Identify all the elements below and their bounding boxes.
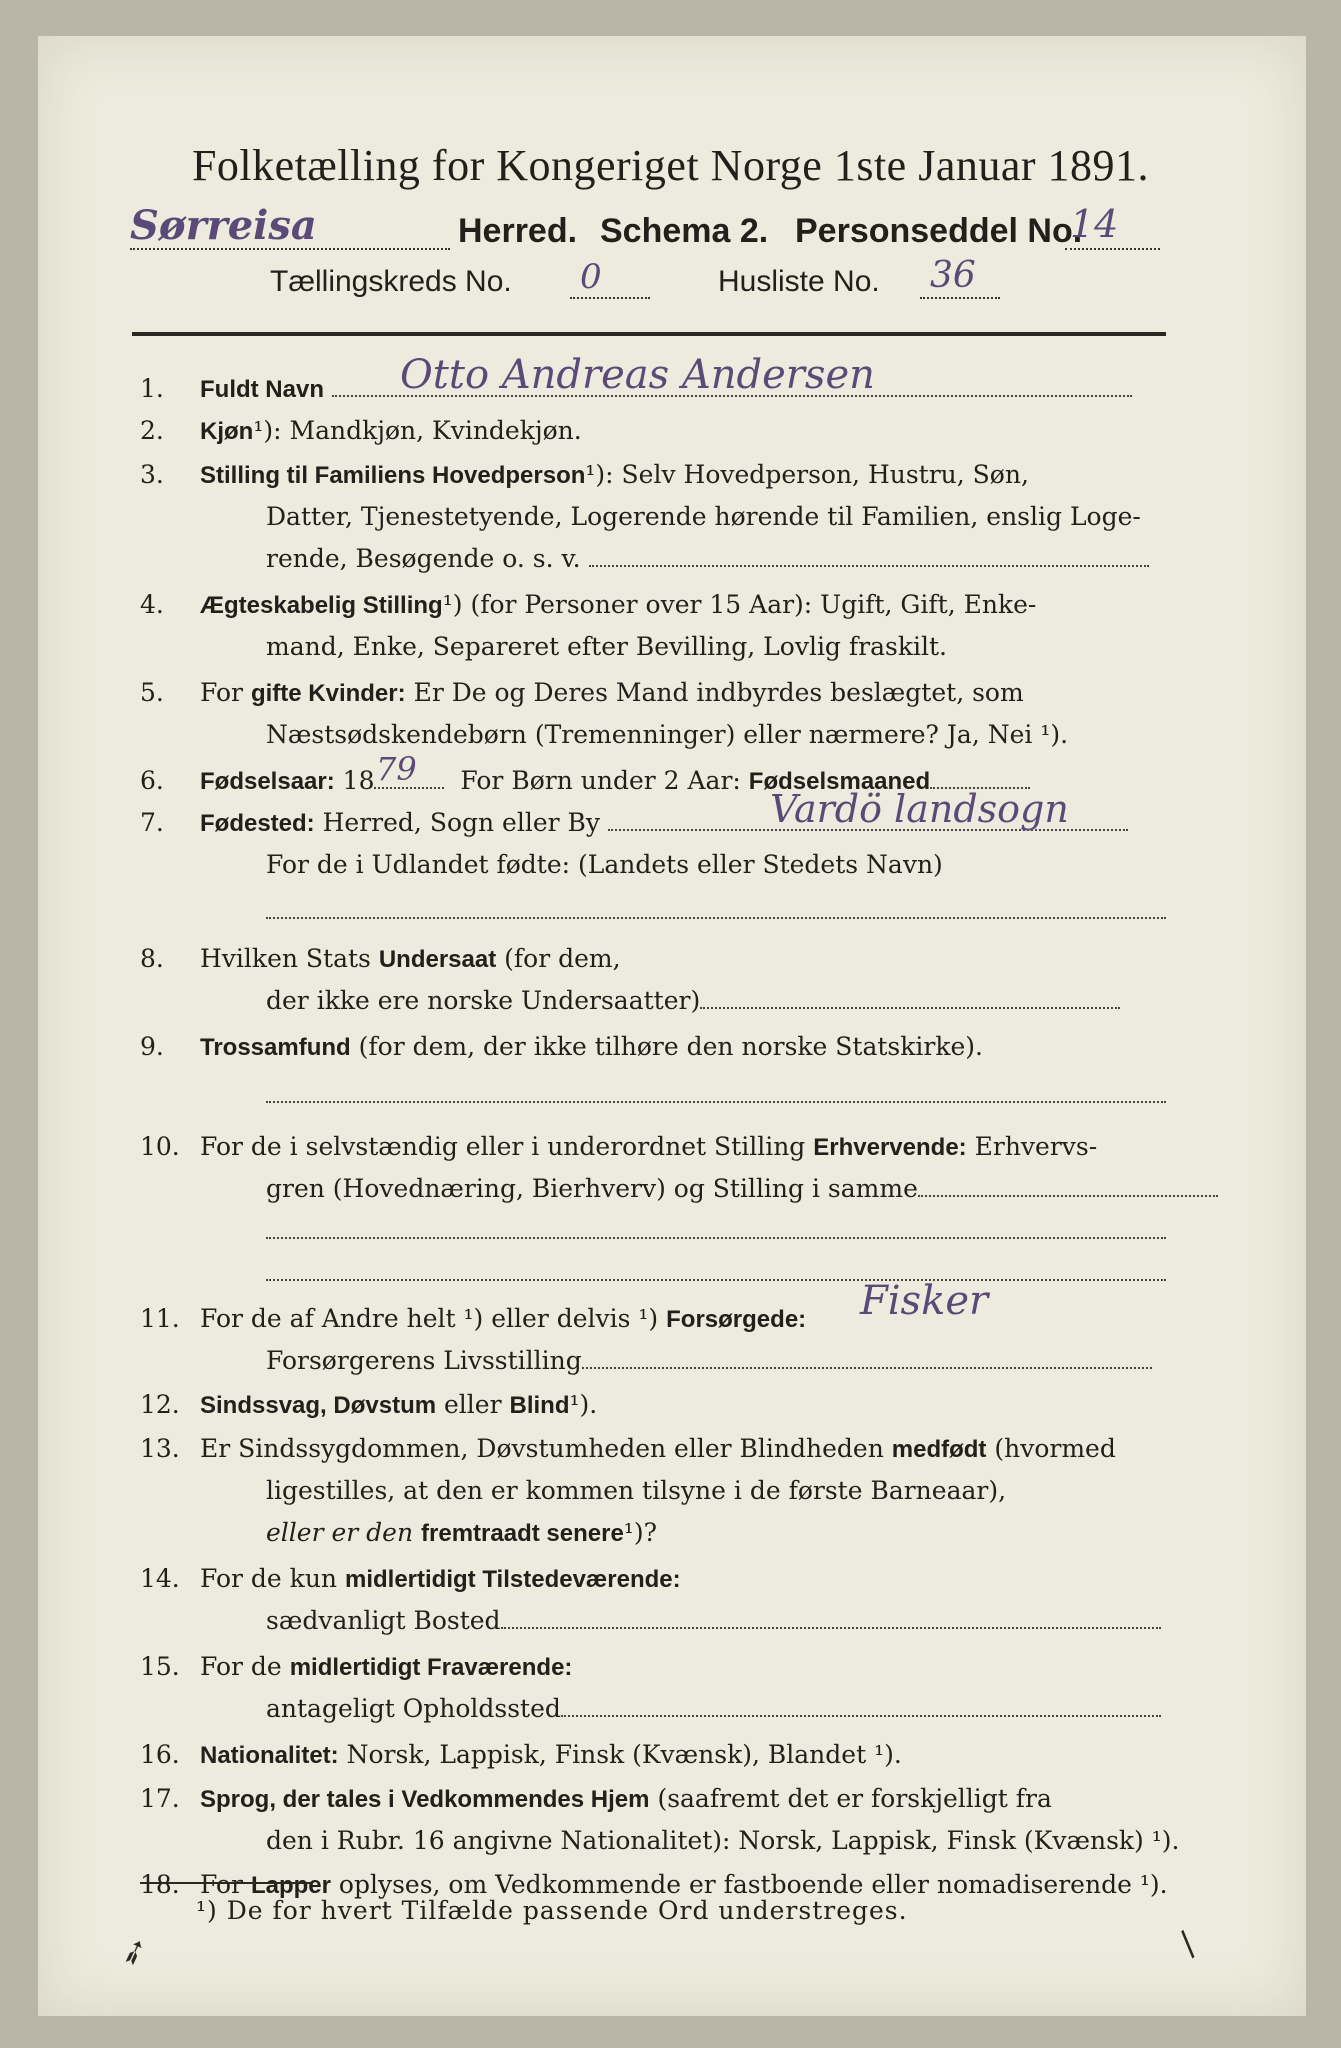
item-text: Erhvervs- [974, 1132, 1098, 1161]
answer-line [589, 565, 1149, 567]
answer-full-name: Otto Andreas Andersen [400, 352, 875, 398]
header-row-kreds [270, 255, 1070, 309]
item-label: Sindssvag, Døvstum [200, 1392, 437, 1419]
schema-label: Schema 2. [600, 212, 769, 250]
item-text: ¹)? [623, 1518, 657, 1547]
item-text: ¹) (for Personer over 15 Aar): Ugift, Gift, Enke- [442, 590, 1037, 619]
item-text: For Børn under 2 Aar: [460, 766, 741, 795]
item-text: (for dem, der ikke tilhøre den norske Statskirke). [358, 1032, 983, 1061]
municipality-dotted-line [130, 248, 450, 250]
answer-line [266, 1237, 1166, 1239]
item-number: 11. [140, 1304, 180, 1333]
item-label: Fødselsaar: [200, 768, 335, 795]
corner-mark-left: ➶ [114, 1928, 155, 1976]
answer-line [501, 1627, 1161, 1629]
footnote: ¹) De for hvert Tilfælde passende Ord understreges. [196, 1896, 908, 1925]
answer-line [700, 1007, 1120, 1009]
item-label: Trossamfund [200, 1034, 351, 1061]
personseddel-dotted-line [1065, 248, 1160, 250]
item-number: 10. [140, 1132, 180, 1161]
header-row-herred [130, 202, 1190, 258]
item-text: Er Sindssygdommen, Døvstumheden eller Blindheden [200, 1434, 884, 1463]
herred-label: Herred. [458, 212, 578, 250]
footnote-rule [140, 1882, 310, 1884]
item-number: 16. [140, 1740, 180, 1769]
answer-line [561, 1715, 1161, 1717]
item-text: ligestilles, at den er kommen tilsyne i de første Barneaar), [266, 1476, 1007, 1505]
item-label: gifte Kvinder: [250, 680, 406, 707]
item-text: sædvanligt Bosted [266, 1606, 501, 1635]
item-number: 13. [140, 1434, 180, 1463]
form-title: Folketælling for Kongeriget Norge 1ste Januar 1891. [191, 141, 1150, 190]
header-rule [132, 332, 1166, 336]
item-label: midlertidigt Fraværende: [289, 1654, 573, 1681]
item-label: medfødt [891, 1436, 987, 1463]
item-label: Stilling til Familiens Hovedperson [200, 462, 586, 489]
item-number: 4. [140, 590, 164, 619]
item-text: Hvilken Stats [200, 944, 371, 973]
item-text: For de kun [200, 1564, 338, 1593]
item-text: oplyses, om Vedkommende er fastboende eller nomadiserende ¹). [338, 1870, 1168, 1899]
personseddel-label: Personseddel No. [795, 212, 1083, 250]
item-label: Fødested: [200, 810, 315, 837]
item-label: Erhvervende: [813, 1134, 967, 1161]
answer-line [582, 1367, 1152, 1369]
kreds-label: Tællingskreds No. [270, 265, 512, 298]
item-number: 8. [140, 944, 164, 973]
item-label: Fødselsmaaned [748, 768, 931, 795]
personseddel-number: 14 [1070, 202, 1119, 246]
item-text: For [200, 1870, 243, 1899]
answer-line [266, 1101, 1166, 1103]
item-text: 18 [342, 766, 375, 795]
answer-line [918, 1195, 1218, 1197]
item-number: 5. [140, 678, 164, 707]
item-label: Lapper [250, 1872, 331, 1899]
item-number: 12. [140, 1390, 180, 1419]
item-text: den i Rubr. 16 angivne Nationalitet): Norsk, Lappisk, Finsk (Kvænsk) ¹). [266, 1826, 1180, 1855]
item-label: Sprog, der tales i Vedkommendes Hjem [200, 1786, 650, 1813]
item-number: 9. [140, 1032, 164, 1061]
item-label: Kjøn [200, 418, 254, 445]
item-text: Herred, Sogn eller By [322, 808, 601, 837]
item-label: midlertidigt Tilstedeværende: [344, 1566, 681, 1593]
item-text: der ikke ere norske Undersaatter) [266, 986, 701, 1015]
item-text: antageligt Opholdssted [266, 1694, 561, 1723]
answer-line [266, 1279, 1166, 1281]
item-number: 7. [140, 808, 164, 837]
item-text: gren (Hovednæring, Bierhverv) og Stilling i samme [266, 1174, 918, 1203]
item-label: Fuldt Navn [200, 376, 324, 403]
item-text: (for dem, [504, 944, 621, 973]
kreds-number: 0 [580, 257, 602, 297]
item-label: Nationalitet: [200, 1742, 339, 1769]
item-text: ¹): Selv Hovedperson, Hustru, Søn, [585, 460, 1029, 489]
item-text: For [200, 678, 243, 707]
item-text: rende, Besøgende o. s. v. [266, 544, 581, 573]
answer-line [266, 917, 1166, 919]
item-text: Forsørgerens Livsstilling [266, 1346, 582, 1375]
item-number: 14. [140, 1564, 180, 1593]
kreds-dotted-line [570, 297, 650, 299]
item-text: Norsk, Lappisk, Finsk (Kvænsk), Blandet ¹). [346, 1740, 902, 1769]
item-label: Ægteskabelig Stilling [200, 592, 443, 619]
municipality-handwritten: Sørreisa [130, 202, 317, 249]
answer-birth-year: 79 [376, 750, 417, 788]
item-label: fremtraadt senere [421, 1520, 624, 1547]
item-text: Er De og Deres Mand indbyrdes beslægtet, som [413, 678, 1024, 707]
item-text: For de i selvstændig eller i underordnet Stilling [200, 1132, 806, 1161]
item-label: Undersaat [378, 946, 497, 973]
item-text: For de af Andre helt ¹) eller delvis ¹) [200, 1304, 659, 1333]
answer-birthplace: Vardö landsogn [770, 787, 1069, 831]
item-number: 3. [140, 460, 164, 489]
item-text: Næstsødskendebørn (Tremenninger) eller nærmere? Ja, Nei ¹). [266, 720, 1069, 749]
husliste-dotted-line [920, 297, 1000, 299]
item-text: ¹): Mandkjøn, Kvindekjøn. [253, 416, 582, 445]
item-label: Blind [509, 1392, 570, 1419]
husliste-label: Husliste No. [718, 265, 880, 298]
item-label: Forsørgede: [666, 1306, 807, 1333]
husliste-number: 36 [930, 255, 976, 296]
item-number: 18. [140, 1870, 180, 1899]
item-number: 17. [140, 1784, 180, 1813]
item-text: (hvormed [994, 1434, 1116, 1463]
item-text: eller er den [266, 1518, 414, 1547]
item-number: 2. [140, 416, 164, 445]
answer-provider: Fisker [860, 1278, 989, 1324]
item-text: For de [200, 1652, 282, 1681]
item-text: For de i Udlandet fødte: (Landets eller Stedets Navn) [266, 850, 943, 879]
item-number: 1. [140, 374, 164, 403]
item-text: Datter, Tjenestetyende, Logerende hørende til Familien, enslig Loge- [266, 502, 1141, 531]
item-text: eller [444, 1390, 502, 1419]
corner-mark-right: ∕ [1170, 1924, 1205, 1964]
item-text: mand, Enke, Separeret efter Bevilling, Lovlig fraskilt. [266, 632, 947, 661]
item-number: 15. [140, 1652, 180, 1681]
item-text: (saafremt det er forskjelligt fra [657, 1784, 1052, 1813]
item-text: ¹). [569, 1390, 598, 1419]
item-number: 6. [140, 766, 164, 795]
